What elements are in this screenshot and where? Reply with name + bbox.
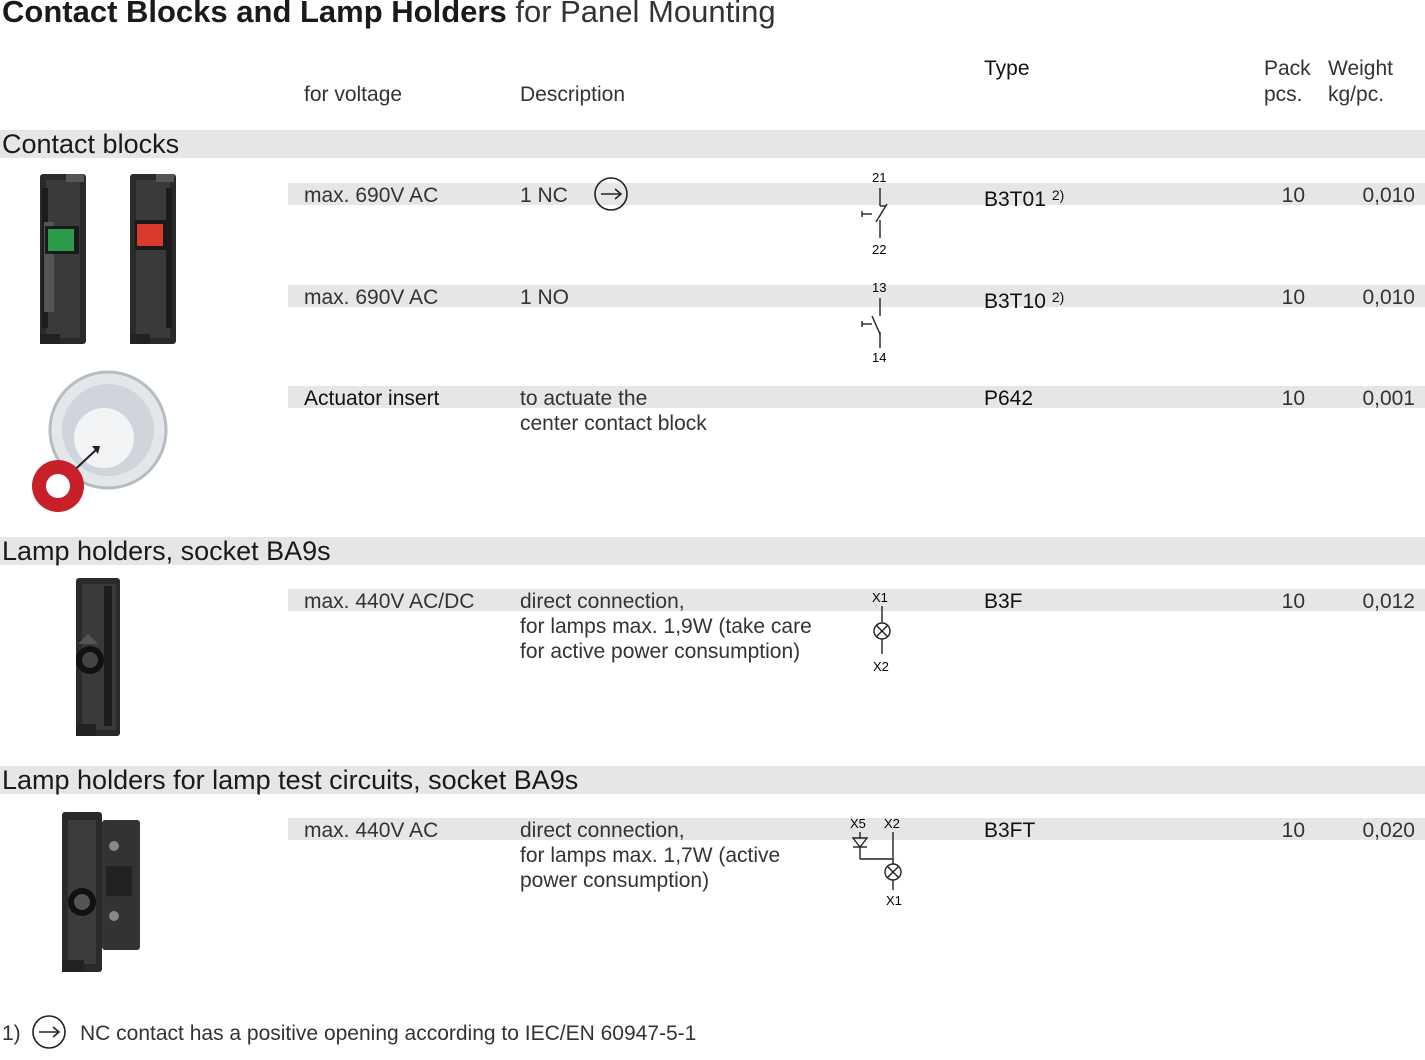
weight-value: 0,001 <box>1362 387 1415 410</box>
lamp-test-holder-image <box>56 806 148 978</box>
page-title: Contact Blocks and Lamp Holders for Panel Mounting <box>2 0 776 29</box>
terminal-label: X2 <box>884 816 900 831</box>
footnote-number: 1) <box>2 1022 21 1045</box>
terminal-label: 22 <box>872 242 887 257</box>
header-description: Description <box>520 83 626 106</box>
terminal-label: 13 <box>872 280 887 295</box>
terminal-label: X1 <box>886 893 902 908</box>
terminal-label: X5 <box>850 816 866 831</box>
section-title-lamp-test: Lamp holders for lamp test circuits, socket BA9s <box>2 765 579 795</box>
row-voltage: max. 690V AC <box>304 184 439 207</box>
lamp-test-symbol-icon <box>846 814 916 910</box>
contact-block-red-image <box>130 174 176 344</box>
pack-value: 10 <box>1281 387 1305 410</box>
header-weight: Weight kg/pc. <box>1328 57 1393 106</box>
weight-value: 0,010 <box>1362 286 1415 309</box>
type-b3t10: B3T10 $^{2)}$ <box>984 289 1065 313</box>
type-b3t01: B3T01 $^{2)}$ <box>984 187 1065 211</box>
terminal-label: X2 <box>873 659 889 674</box>
actuator-insert-image <box>26 366 176 516</box>
header-voltage: for voltage <box>304 83 403 106</box>
terminal-label: 21 <box>872 170 887 185</box>
row-voltage: max. 690V AC <box>304 286 439 309</box>
section-title-lamp-holders: Lamp holders, socket BA9s <box>2 536 331 566</box>
pack-value: 10 <box>1281 819 1305 842</box>
terminal-label: X1 <box>872 590 888 605</box>
row-description: 1 NC <box>520 184 568 207</box>
pack-value: 10 <box>1281 590 1305 613</box>
row-description: 1 NO <box>520 286 570 309</box>
section-title-contact-blocks: Contact blocks <box>2 129 180 159</box>
terminal-label: 14 <box>872 350 887 365</box>
type-p642: P642 <box>984 387 1034 410</box>
row-description: direct connection, for lamps max. 1,7W (active power consumption) <box>520 819 781 892</box>
type-b3f: B3F <box>984 590 1023 613</box>
nc-contact-symbol-icon <box>850 166 910 262</box>
row-voltage: max. 440V AC <box>304 819 439 842</box>
no-contact-symbol-icon <box>850 276 910 372</box>
positive-opening-icon <box>31 1014 69 1050</box>
weight-value: 0,010 <box>1362 184 1415 207</box>
header-type: Type <box>984 57 1030 80</box>
row-description: to actuate the center contact block <box>520 387 707 435</box>
lamp-symbol-icon <box>858 586 908 676</box>
row-voltage: max. 440V AC/DC <box>304 590 475 613</box>
header-pack: Pack pcs. <box>1264 57 1311 106</box>
type-b3ft: B3FT <box>984 819 1036 842</box>
weight-value: 0,020 <box>1362 819 1415 842</box>
contact-block-images <box>36 170 186 350</box>
weight-value: 0,012 <box>1362 590 1415 613</box>
pack-value: 10 <box>1281 184 1305 207</box>
pack-value: 10 <box>1281 286 1305 309</box>
section-bar-contact-blocks <box>0 130 1425 158</box>
positive-opening-icon <box>593 176 631 212</box>
row-voltage: Actuator insert <box>304 387 440 410</box>
footnote-text: NC contact has a positive opening according to IEC/EN 60947-5-1 <box>80 1022 697 1045</box>
row-description: direct connection, for lamps max. 1,9W (take care for active power consumption) <box>520 590 812 663</box>
contact-block-green-image <box>40 174 86 344</box>
lamp-holder-image <box>68 574 132 742</box>
